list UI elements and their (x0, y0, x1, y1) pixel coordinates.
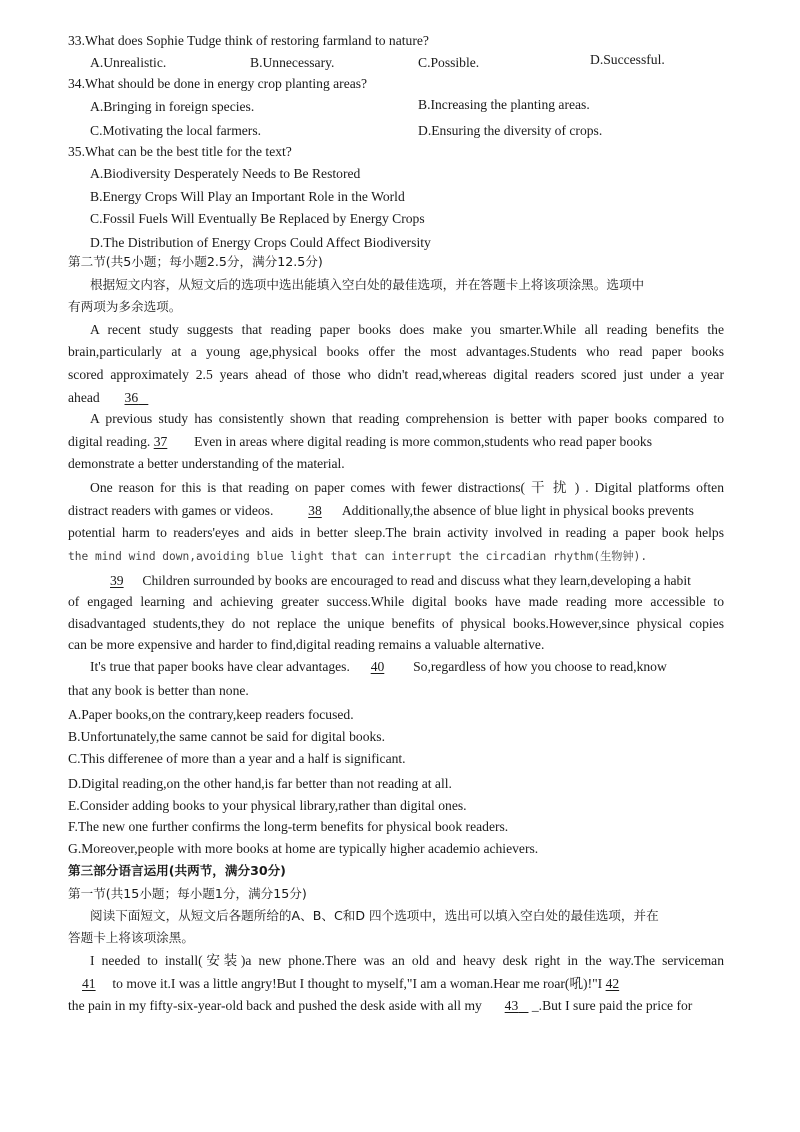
passage-p1-line3: scored approximately 2.5 years ahead of those who didn't read,whereas digital readers scored just under a year (68, 367, 724, 382)
option-F: F.The new one further confirms the long-term benefits for physical book readers. (68, 819, 509, 834)
passage-text: Children surrounded by books are encouraged to read and discuss what they learn,developing a habit (142, 573, 691, 588)
passage-text: to move it.I was a little angry!But I thought to myself,"I am a woman.Hear me roar(吼)!"I (112, 976, 603, 991)
option-D: D.Digital reading,on the other hand,is far better than not reading at all. (68, 776, 452, 791)
q34-option-d: D.Ensuring the diversity of crops. (418, 123, 603, 138)
q33-option-c: C.Possible. (418, 55, 480, 70)
q34-option-c: C.Motivating the local farmers. (90, 123, 262, 138)
option-B: B.Unfortunately,the same cannot be said for digital books. (68, 729, 385, 744)
passage-p4-line3: disadvantaged students,they do not replace the unique benefits of physical books.However,since physical copies (68, 616, 724, 631)
passage-text: So,regardless of how you choose to read,know (413, 659, 667, 674)
passage-text: the pain in my fifty-six-year-old back and pushed the desk aside with all my (68, 998, 482, 1013)
passage-text: _.But I sure paid the price for (531, 998, 693, 1013)
part3-instruction-line1: 阅读下面短文，从短文后各题所给的A、B、C和D 四个选项中，选出可以填入空白处的最佳选项，并在 (90, 908, 659, 923)
passage-p3-line3: potential harm to readers'eyes and aids in better sleep.The brain activity involved in reading a paper book helps (68, 525, 724, 540)
blank-41: 41 (82, 976, 96, 991)
q34-option-b: B.Increasing the planting areas. (418, 97, 590, 112)
cloze-line3 (68, 997, 692, 1015)
q35-option-d: D.The Distribution of Energy Crops Could Affect Biodiversity (90, 235, 431, 250)
blank-39: 39 (110, 573, 124, 588)
q33-option-a: A.Unrealistic. (90, 55, 167, 70)
q34-option-a: A.Bringing in foreign species. (90, 99, 255, 114)
passage-p4-line4: can be more expensive and harder to find,digital reading remains a valuable alternative. (68, 637, 545, 652)
passage-p3-line4: the mind wind down,avoiding blue light that can interrupt the circadian rhythm(生物钟). (68, 550, 648, 563)
blank-36: 36 (124, 390, 139, 405)
section2-instruction-line2: 有两项为多余选项。 (68, 299, 182, 314)
passage-p4-line2: of engaged learning and achieving greater success.While digital books have made reading more accessible to (68, 594, 724, 609)
passage-text: Even in areas where digital reading is more common,students who read paper books (194, 434, 653, 449)
passage-text: ahead (68, 390, 100, 405)
cloze-line2 (82, 975, 619, 993)
passage-p3-line1: One reason for this is that reading on paper comes with fewer distractions( 干 扰 ) . Digital platforms often (90, 480, 724, 495)
passage-p2-line3: demonstrate a better understanding of the material. (68, 456, 345, 471)
q35-option-b: B.Energy Crops Will Play an Important Role in the World (90, 189, 405, 204)
option-G: G.Moreover,people with more books at home are typically higher academio achievers. (68, 841, 539, 856)
blank-42: 42 (605, 976, 620, 991)
passage-p1-line1: A recent study suggests that reading paper books does make you smarter.While all reading benefits the (90, 322, 724, 337)
passage-text: Additionally,the absence of blue light in physical books prevents (341, 503, 694, 518)
blank-43: 43 (504, 998, 519, 1013)
blank-37: 37 (153, 434, 168, 449)
question-34-stem: 34.What should be done in energy crop planting areas? (68, 76, 368, 91)
passage-p2-line1: A previous study has consistently shown that reading comprehension is better with paper books compared to (90, 411, 724, 426)
passage-p4-line1 (110, 572, 691, 590)
question-33-stem: 33.What does Sophie Tudge think of restoring farmland to nature? (68, 33, 429, 48)
cloze-line1: I needed to install(安装)a new phone.There was an old and heavy desk right in the way.The serviceman (90, 953, 724, 968)
part3-heading: 第三部分语言运用(共两节，满分30分) (68, 863, 286, 878)
passage-p5-line2: that any book is better than none. (68, 683, 249, 698)
q33-option-b: B.Unnecessary. (250, 55, 335, 70)
q35-option-a: A.Biodiversity Desperately Needs to Be Restored (90, 166, 361, 181)
q35-option-c: C.Fossil Fuels Will Eventually Be Replaced by Energy Crops (90, 211, 425, 226)
passage-text: digital reading. (68, 434, 151, 449)
blank-40: 40 (370, 659, 385, 674)
passage-p3-line2 (68, 502, 694, 520)
passage-p2-line2 (68, 433, 652, 451)
passage-p1-line2: brain,particularly at a young age,physical books offer the most advantages.Students who read paper books (68, 344, 724, 359)
part3-subheading: 第一节(共15小题；每小题1分，满分15分) (68, 886, 307, 901)
part3-instruction-line2: 答题卡上将该项涂黑。 (68, 930, 194, 945)
question-35-stem: 35.What can be the best title for the text? (68, 144, 292, 159)
passage-text: It's true that paper books have clear advantages. (90, 659, 350, 674)
passage-text: distract readers with games or videos. (68, 503, 274, 518)
option-A: A.Paper books,on the contrary,keep readers focused. (68, 707, 354, 722)
passage-p1-line4 (68, 389, 148, 407)
passage-p5-line1 (90, 658, 667, 676)
section2-heading: 第二节(共5小题；每小题2.5分，满分12.5分) (68, 254, 323, 269)
section2-instruction-line1: 根据短文内容，从短文后的选项中选出能填入空白处的最佳选项，并在答题卡上将该项涂黑。选项中 (90, 277, 645, 292)
blank-38: 38 (308, 503, 322, 518)
option-C: C.This differenee of more than a year and a half is significant. (68, 751, 406, 766)
option-E: E.Consider adding books to your physical library,rather than digital ones. (68, 798, 467, 813)
q33-option-d: D.Successful. (590, 52, 665, 67)
